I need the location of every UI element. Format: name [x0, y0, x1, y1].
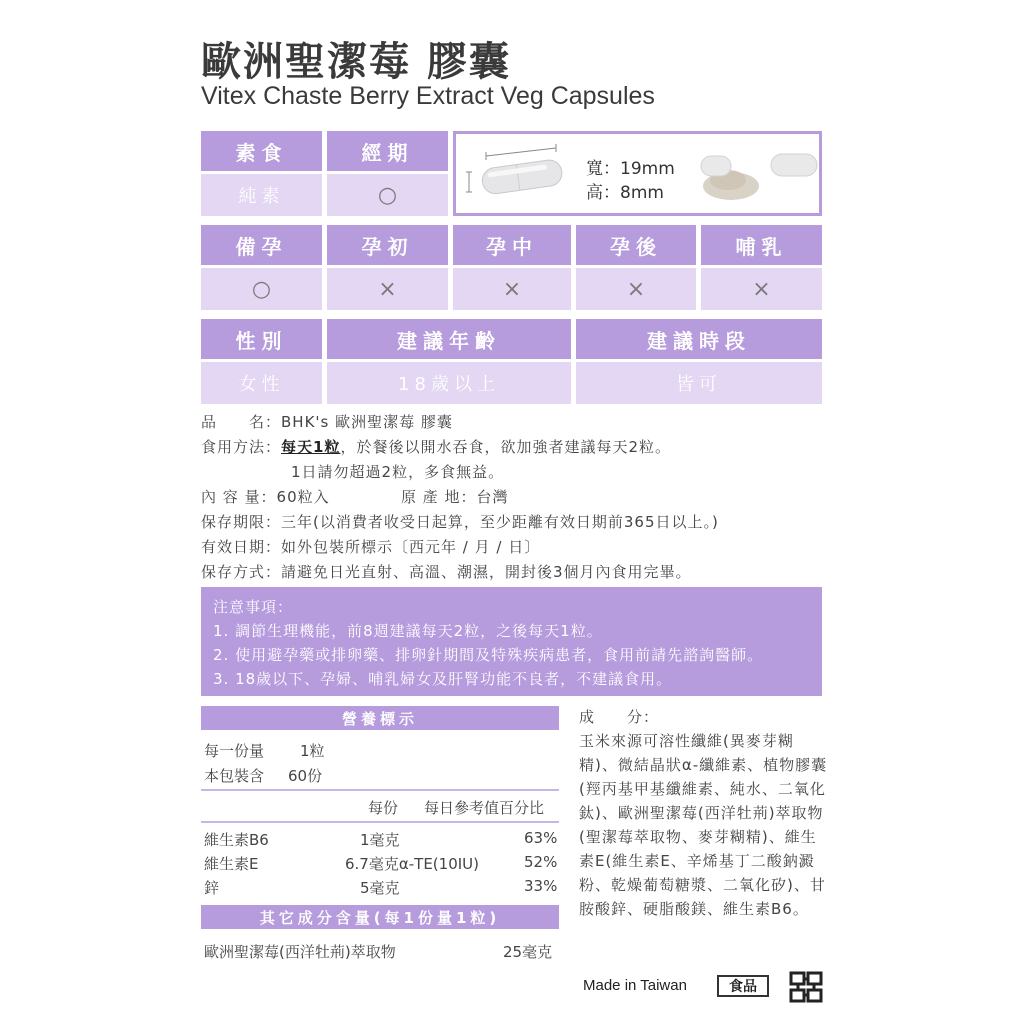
other-ingredient-name: 歐洲聖潔莓(西洋牡荊)萃取物: [204, 943, 396, 961]
breastfeeding-header: 哺乳: [701, 225, 822, 265]
storage-value: 請避免日光直射、高溫、潮濕，開封後3個月內食用完畢。: [281, 563, 692, 581]
storage-label: 保存方式：: [201, 563, 282, 581]
origin-value: 台灣: [476, 488, 509, 506]
notice-box: [201, 587, 822, 696]
vegetarian-header: 素食: [201, 131, 322, 171]
notice-item: 3. 18歲以下、孕婦、哺乳婦女及肝腎功能不良者，不建議食用。: [213, 670, 673, 688]
ingredients-label: 成 分：: [579, 708, 660, 726]
storage-line: [201, 561, 692, 582]
capsule-size-box: [453, 131, 822, 216]
product-name-line: [201, 411, 453, 432]
capsule-width: 寬：19mm: [586, 159, 675, 179]
usage-line-2: 1日請勿超過2粒，多食無益。: [291, 463, 505, 481]
ingredients-text: 玉米來源可溶性纖維(異麥芽糊精)、微結晶狀α-纖維素、植物膠囊(羥丙基甲基纖維素、純水、二氧化鈦)、歐洲聖潔莓(西洋牡荊)萃取物(聖潔莓萃取物、麥芽糊精)、維生素E(維生素E、辛烯基丁二酸鈉澱粉、乾燥葡萄糖漿、二氧化矽)、甘胺酸鋅、硬脂酸鎂、維生素B6。: [579, 732, 828, 918]
content-line: [201, 486, 330, 507]
expiry-label: 有效日期：: [201, 538, 282, 556]
nutrient-amount: 6.7毫克α-TE(10IU): [345, 855, 479, 873]
nutrition-divider: [201, 821, 559, 823]
nutrient-daily-value: 52%: [524, 853, 558, 871]
origin-label: 原 產 地：: [401, 488, 477, 506]
notice-item: 1. 調節生理機能，前8週建議每天2粒，之後每天1粒。: [213, 622, 603, 640]
product-name-value: BHK's 歐洲聖潔莓 膠囊: [281, 413, 453, 431]
mid-pregnancy-value: ×: [453, 268, 571, 310]
capsule-height: 高：8mm: [586, 183, 664, 203]
notice-item: 2. 使用避孕藥或排卵藥、排卵針期間及特殊疾病患者，食用前請先諮詢醫師。: [213, 646, 764, 664]
food-badge: 食品: [717, 975, 769, 997]
time-header: 建議時段: [576, 319, 822, 359]
serving-size-label: 每一份量: [204, 742, 265, 760]
nutrient-amount: 5毫克: [360, 879, 400, 897]
recycle-icon: [789, 971, 823, 1003]
preparing-pregnancy-header: 備孕: [201, 225, 322, 265]
breastfeeding-value: ×: [701, 268, 822, 310]
usage-rest: ，於餐後以開水吞食，欲加強者建議每天2粒。: [340, 438, 671, 456]
expiry-value: 如外包裝所標示〔西元年 / 月 / 日〕: [281, 538, 541, 556]
product-title-en: Vitex Chaste Berry Extract Veg Capsules: [201, 82, 655, 110]
nutrient-name: 鋅: [204, 879, 220, 897]
usage-highlight: 每天1粒: [281, 438, 341, 456]
preparing-pregnancy-value: ○: [201, 268, 322, 310]
content-label: 內 容 量：: [201, 488, 277, 506]
time-value: 皆可: [576, 362, 822, 404]
shelf-life-line: [201, 511, 719, 532]
late-pregnancy-value: ×: [576, 268, 696, 310]
notice-title: 注意事項：: [213, 598, 294, 616]
product-title-cn: 歐洲聖潔莓 膠囊: [201, 39, 511, 85]
usage-line: [201, 436, 671, 457]
made-in-taiwan: Made in Taiwan: [583, 977, 687, 994]
usage-label: 食用方法：: [201, 438, 282, 456]
mid-pregnancy-header: 孕中: [453, 225, 571, 265]
age-value: 18歲以上: [327, 362, 571, 404]
nutrient-daily-value: 63%: [524, 829, 558, 847]
late-pregnancy-header: 孕後: [576, 225, 696, 265]
per-serving-header: 每份: [368, 799, 399, 817]
servings-per-pack-label: 本包裝含: [204, 767, 265, 785]
early-pregnancy-header: 孕初: [327, 225, 448, 265]
gender-value: 女性: [201, 362, 322, 404]
product-name-label: 品 名：: [201, 413, 282, 431]
age-header: 建議年齡: [327, 319, 571, 359]
serving-size-value: 1粒: [300, 742, 325, 760]
nutrient-name: 維生素E: [204, 855, 259, 873]
nutrient-daily-value: 33%: [524, 877, 558, 895]
nutrition-title: 營養標示: [201, 706, 559, 730]
daily-value-header: 每日參考值百分比: [424, 799, 545, 817]
early-pregnancy-value: ×: [327, 268, 448, 310]
period-value: ○: [327, 174, 448, 216]
shelf-life-label: 保存期限：: [201, 513, 282, 531]
shelf-life-value: 三年(以消費者收受日起算，至少距離有效日期前365日以上。): [281, 513, 719, 531]
nutrient-amount: 1毫克: [360, 831, 400, 849]
nutrition-divider: [201, 789, 559, 791]
other-ingredient-amount: 25毫克: [503, 943, 553, 961]
content-value: 60粒入: [276, 488, 330, 506]
vegetarian-value: 純素: [201, 174, 322, 216]
period-header: 經期: [327, 131, 448, 171]
nutrient-name: 維生素B6: [204, 831, 269, 849]
expiry-line: [201, 536, 540, 557]
origin-line: [401, 486, 509, 507]
gender-header: 性別: [201, 319, 322, 359]
ingredients-block: [579, 705, 829, 921]
servings-per-pack-value: 60份: [288, 767, 323, 785]
other-ingredients-title: 其它成分含量(每1份量1粒): [201, 905, 559, 929]
